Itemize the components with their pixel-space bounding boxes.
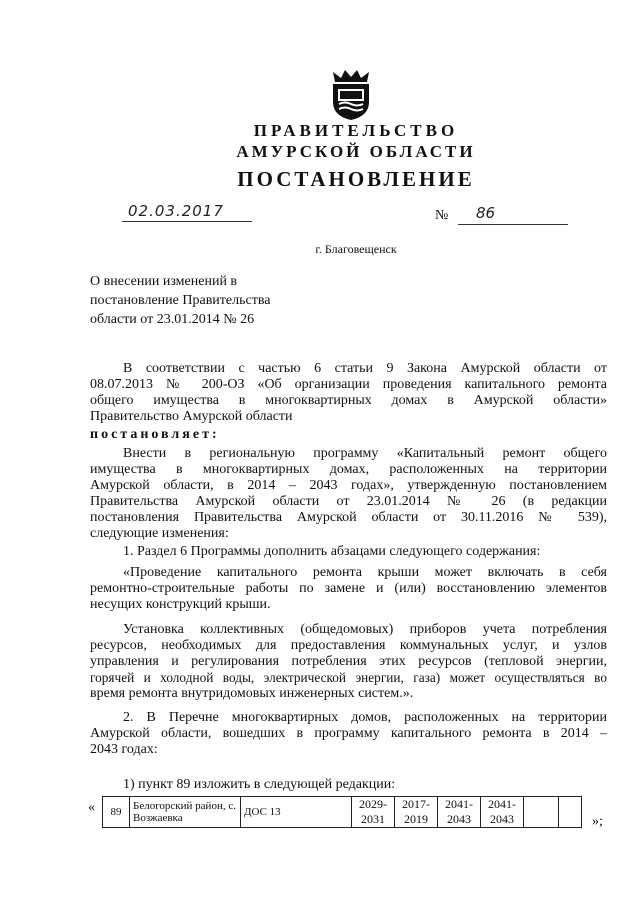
table-cell: 2041-2043 xyxy=(438,797,481,828)
body-line: Внести в региональную программу «Капитальный ремонт общего xyxy=(123,446,607,461)
number-underline xyxy=(458,224,568,225)
city-name: г. Благовещенск xyxy=(315,242,397,256)
coat-of-arms-emblem xyxy=(327,68,375,122)
region-title: АМУРСКОЙ ОБЛАСТИ xyxy=(236,142,476,161)
body-line: Амурской области, в 2014 – 2043 годах», утвержденную постановлением xyxy=(90,478,607,493)
table-cell: 2041-2043 xyxy=(481,797,524,828)
subject-line: О внесении изменений в xyxy=(90,274,238,289)
subject-line: постановление Правительства xyxy=(90,293,271,308)
table-row xyxy=(103,797,582,828)
government-title: ПРАВИТЕЛЬСТВО xyxy=(253,121,459,140)
body-line: время ремонта внутридомовых инженерных систем.». xyxy=(90,686,414,701)
body-line: 2. В Перечне многоквартирных домов, расположенных на территории xyxy=(123,710,607,725)
body-line: Правительства Амурской области от 23.01.2014 № 26 (в редакции xyxy=(90,494,607,509)
resolves-word: постановляет: xyxy=(90,427,220,442)
body-line: Установка коллективных (общедомовых) приборов учета потребления xyxy=(123,622,607,637)
table-cell: ДОС 13 xyxy=(241,797,352,828)
body-line: 1. Раздел 6 Программы дополнить абзацами следующего содержания: xyxy=(123,544,541,559)
date-underline xyxy=(122,221,252,222)
document-number: 86 xyxy=(476,204,496,222)
body-line: общего имущества в многоквартирных домах в Амурской области» xyxy=(90,393,607,408)
document-date: 02.03.2017 xyxy=(128,202,224,220)
body-line: ремонтно-строительные работы по замене и (или) восстановлению элементов xyxy=(90,581,607,596)
table-cell xyxy=(524,797,559,828)
table-cell: 2017-2019 xyxy=(395,797,438,828)
table-cell xyxy=(559,797,582,828)
body-line: 2043 годах: xyxy=(90,742,158,757)
body-line: следующие изменения: xyxy=(90,526,229,541)
number-label: № xyxy=(435,208,449,223)
table-cell: 2029-2031 xyxy=(352,797,395,828)
body-line: В соответствии с частью 6 статьи 9 Закона Амурской области от xyxy=(123,361,607,376)
body-line: постановления Правительства Амурской области от 30.11.2016 № 539), xyxy=(90,510,607,525)
body-line: горячей и холодной воды, электрической энергии, газа) может осуществляться во xyxy=(90,670,607,685)
document-type: ПОСТАНОВЛЕНИЕ xyxy=(237,167,475,191)
close-quote: »; xyxy=(592,814,603,829)
table-cell: 89 xyxy=(103,797,130,828)
houses-table xyxy=(102,796,582,828)
body-line: имущества в многоквартирных домах, расположенных на территории xyxy=(90,462,607,477)
body-line: Амурской области, вошедших в программу капитального ремонта в 2014 – xyxy=(90,726,607,741)
open-quote: « xyxy=(88,800,95,815)
body-line: 08.07.2013 № 200-ОЗ «Об организации проведения капитального ремонта xyxy=(90,377,607,392)
body-line: управления и регулирования потребления этих ресурсов (тепловой энергии, xyxy=(90,654,607,669)
body-line: ресурсов, необходимых для предоставления коммунальных услуг, и узлов xyxy=(90,638,607,653)
body-line: 1) пункт 89 изложить в следующей редакции: xyxy=(123,777,396,792)
body-line: несущих конструкций крыши. xyxy=(90,597,271,612)
body-line: «Проведение капитального ремонта крыши может включать в себя xyxy=(123,565,607,580)
body-line: Правительство Амурской области xyxy=(90,409,293,424)
subject-line: области от 23.01.2014 № 26 xyxy=(90,312,255,327)
table-cell: Белогорский район, с. Возжаевка xyxy=(130,797,241,828)
